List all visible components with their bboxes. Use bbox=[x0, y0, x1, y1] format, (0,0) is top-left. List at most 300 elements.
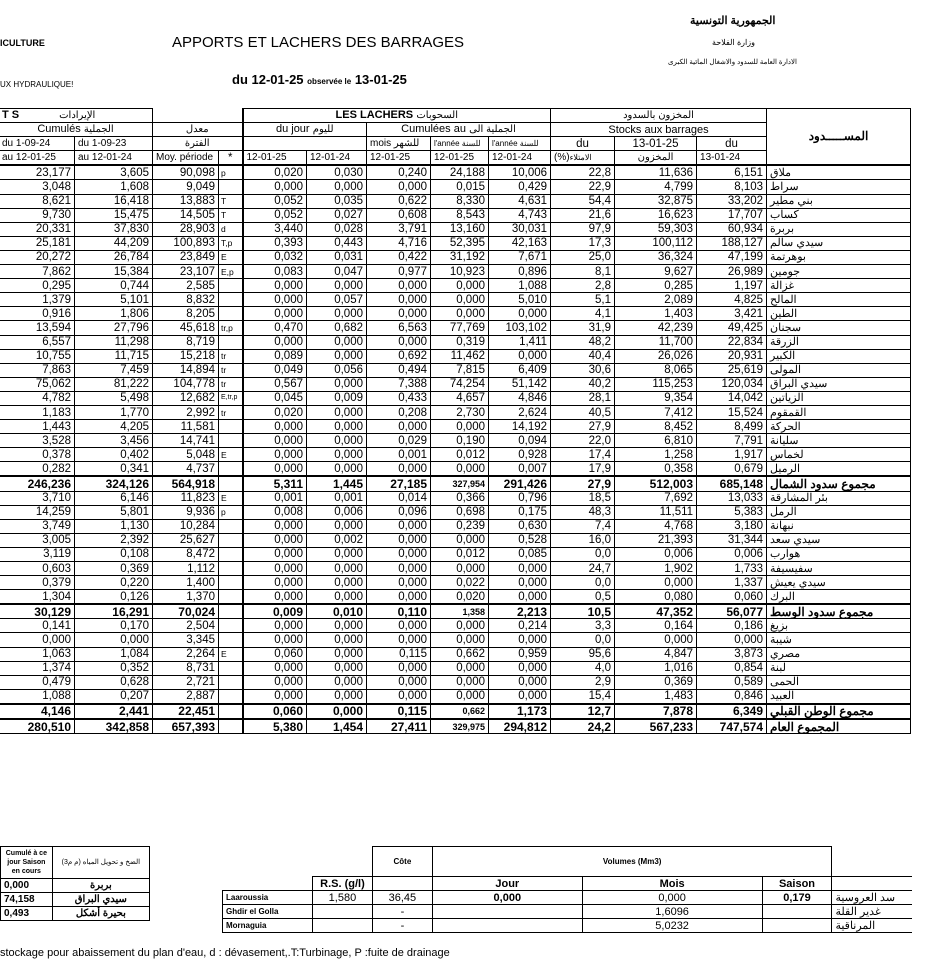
apports-current: 10,755 bbox=[0, 349, 75, 363]
lacher-annee-previous: 0,896 bbox=[489, 265, 551, 279]
dam-name: سيدي سالم bbox=[767, 236, 911, 250]
col-star: * bbox=[219, 151, 243, 166]
table-row bbox=[0, 562, 911, 576]
stock-previous: 8,103 bbox=[697, 180, 767, 194]
lacher-jour-current: 0,000 bbox=[243, 689, 307, 704]
table-row bbox=[0, 391, 911, 405]
apports-previous: 0,207 bbox=[75, 689, 153, 704]
lacher-jour-previous: 0,000 bbox=[307, 689, 367, 704]
apports-current: 13,594 bbox=[0, 321, 75, 335]
stock-current: 7,878 bbox=[615, 704, 697, 719]
fill-rate: 27,9 bbox=[551, 476, 615, 491]
lacher-mois: 0,422 bbox=[367, 250, 431, 264]
col-d7: 13-01-24 bbox=[697, 151, 767, 166]
mois-value: 0,000 bbox=[582, 891, 762, 905]
lacher-annee-previous: 0,000 bbox=[489, 689, 551, 704]
moyenne-periode: 2,721 bbox=[153, 675, 219, 689]
lacher-jour-current: 0,060 bbox=[243, 647, 307, 661]
stock-current: 11,511 bbox=[615, 505, 697, 519]
lacher-jour-previous: 0,002 bbox=[307, 533, 367, 547]
moyenne-periode: 9,049 bbox=[153, 180, 219, 194]
lacher-annee-previous: 1,088 bbox=[489, 279, 551, 293]
flag bbox=[219, 604, 243, 619]
lacher-jour-previous: 0,000 bbox=[307, 675, 367, 689]
stock-previous: 7,791 bbox=[697, 434, 767, 448]
lacher-jour-previous: 0,000 bbox=[307, 349, 367, 363]
lacher-annee-previous: 10,006 bbox=[489, 165, 551, 180]
moyenne-periode: 45,618 bbox=[153, 321, 219, 335]
lacher-jour-current: 0,052 bbox=[243, 194, 307, 208]
stock-current: 0,369 bbox=[615, 675, 697, 689]
lacher-jour-previous: 0,001 bbox=[307, 491, 367, 505]
flag: tr,p bbox=[219, 321, 243, 335]
stock-current: 7,692 bbox=[615, 491, 697, 505]
moyenne-periode: 25,627 bbox=[153, 533, 219, 547]
fill-rate: 28,1 bbox=[551, 391, 615, 405]
stock-current: 32,875 bbox=[615, 194, 697, 208]
stock-current: 11,636 bbox=[615, 165, 697, 180]
col-du2: du 1-09-23 bbox=[75, 137, 153, 151]
stock-previous: 1,917 bbox=[697, 448, 767, 462]
lacher-annee-previous: 4,743 bbox=[489, 208, 551, 222]
lacher-jour-current: 0,083 bbox=[243, 265, 307, 279]
fill-rate: 27,9 bbox=[551, 420, 615, 434]
cote-header: Côte bbox=[372, 847, 432, 877]
lacher-mois: 0,000 bbox=[367, 307, 431, 321]
lacher-mois: 0,433 bbox=[367, 391, 431, 405]
table-row bbox=[0, 293, 911, 307]
apports-previous: 5,101 bbox=[75, 293, 153, 307]
lacher-annee: 8,543 bbox=[431, 208, 489, 222]
lacher-mois: 0,240 bbox=[367, 165, 431, 180]
lacher-jour-current: 0,000 bbox=[243, 562, 307, 576]
saison-value bbox=[762, 919, 832, 933]
dam-name: هوارب bbox=[767, 547, 911, 561]
dam-name: المالح bbox=[767, 293, 911, 307]
lacher-annee-previous: 4,846 bbox=[489, 391, 551, 405]
dam-name: المجموع العام bbox=[767, 719, 911, 734]
lacher-annee: 74,254 bbox=[431, 377, 489, 391]
flag bbox=[219, 633, 243, 647]
apports-previous: 37,830 bbox=[75, 222, 153, 236]
jour-value bbox=[432, 905, 582, 919]
apports-current: 280,510 bbox=[0, 719, 75, 734]
moyenne-periode: 14,894 bbox=[153, 363, 219, 377]
apports-current: 6,557 bbox=[0, 335, 75, 349]
lacher-annee: 0,662 bbox=[431, 704, 489, 719]
moyenne-periode: 4,737 bbox=[153, 462, 219, 477]
lacher-jour-current: 0,000 bbox=[243, 279, 307, 293]
col-jour-blank bbox=[243, 137, 367, 151]
lacher-annee-previous: 0,928 bbox=[489, 448, 551, 462]
flag: tr bbox=[219, 405, 243, 419]
stock-current: 0,164 bbox=[615, 619, 697, 633]
apports-current: 30,129 bbox=[0, 604, 75, 619]
lacher-annee-previous: 0,429 bbox=[489, 180, 551, 194]
apports-previous: 2,441 bbox=[75, 704, 153, 719]
flag bbox=[219, 476, 243, 491]
table-row bbox=[0, 462, 911, 477]
lachers-header: LES LACHERS السحوبات bbox=[243, 109, 551, 123]
apports-current: 20,331 bbox=[0, 222, 75, 236]
moyenne-periode: 12,682 bbox=[153, 391, 219, 405]
col-d1: 12-01-25 bbox=[243, 151, 307, 166]
table-row bbox=[0, 265, 911, 279]
stock-previous: 120,034 bbox=[697, 377, 767, 391]
table-row bbox=[0, 519, 911, 533]
flag: T,p bbox=[219, 236, 243, 250]
table-row bbox=[0, 533, 911, 547]
lacher-annee: 0,015 bbox=[431, 180, 489, 194]
table-row bbox=[0, 547, 911, 561]
lacher-jour-previous: 0,006 bbox=[307, 505, 367, 519]
dam-name: سيدي سعد bbox=[767, 533, 911, 547]
flag bbox=[219, 547, 243, 561]
fill-rate: 22,9 bbox=[551, 180, 615, 194]
flag bbox=[219, 307, 243, 321]
moyenne-periode: 23,849 bbox=[153, 250, 219, 264]
lacher-annee: 11,462 bbox=[431, 349, 489, 363]
dam-name: لخماس bbox=[767, 448, 911, 462]
lacher-mois: 0,000 bbox=[367, 533, 431, 547]
date-from: du 12-01-25 bbox=[232, 72, 304, 87]
apports-previous: 7,459 bbox=[75, 363, 153, 377]
lagoon-name: Ghdir el Golla bbox=[223, 905, 313, 919]
apports-current: 3,749 bbox=[0, 519, 75, 533]
lacher-jour-previous: 0,000 bbox=[307, 704, 367, 719]
flag: E bbox=[219, 647, 243, 661]
dam-name: مجموع الوطن القبلي bbox=[767, 704, 911, 719]
lacher-mois: 0,622 bbox=[367, 194, 431, 208]
col-d4: 12-01-25 bbox=[431, 151, 489, 166]
table-row bbox=[0, 675, 911, 689]
lacher-annee: 0,366 bbox=[431, 491, 489, 505]
flag bbox=[219, 519, 243, 533]
col-pct: (%)الامتلاء bbox=[551, 151, 615, 166]
lacher-mois: 27,411 bbox=[367, 719, 431, 734]
flag: E,tr,p bbox=[219, 391, 243, 405]
apports-previous: 0,170 bbox=[75, 619, 153, 633]
lacher-jour-previous: 0,000 bbox=[307, 180, 367, 194]
lacher-jour-current: 0,000 bbox=[243, 420, 307, 434]
stock-previous: 1,337 bbox=[697, 576, 767, 590]
lacher-jour-previous: 0,000 bbox=[307, 633, 367, 647]
lacher-jour-previous: 0,000 bbox=[307, 335, 367, 349]
moyenne-periode: 28,903 bbox=[153, 222, 219, 236]
table-row bbox=[0, 222, 911, 236]
rs-value: 1,580 bbox=[312, 891, 372, 905]
lacher-jour-previous: 0,000 bbox=[307, 590, 367, 605]
col-d5: 12-01-24 bbox=[489, 151, 551, 166]
lacher-annee-previous: 1,173 bbox=[489, 704, 551, 719]
apports-current: 8,621 bbox=[0, 194, 75, 208]
lagoon-name: Mornaguia bbox=[223, 919, 313, 933]
flag: tr bbox=[219, 377, 243, 391]
flag: T bbox=[219, 208, 243, 222]
lacher-mois: 0,000 bbox=[367, 279, 431, 293]
jour-value: 0,000 bbox=[432, 891, 582, 905]
lagoon-row bbox=[223, 905, 913, 919]
apports-current: 0,379 bbox=[0, 576, 75, 590]
lacher-annee: 24,188 bbox=[431, 165, 489, 180]
stock-current: 0,080 bbox=[615, 590, 697, 605]
flag: p bbox=[219, 165, 243, 180]
table-row bbox=[0, 335, 911, 349]
apports-previous: 0,352 bbox=[75, 661, 153, 675]
apports-previous: 15,384 bbox=[75, 265, 153, 279]
lacher-annee-previous: 0,000 bbox=[489, 661, 551, 675]
dam-name: بئر المشارقة bbox=[767, 491, 911, 505]
lacher-jour-current: 0,000 bbox=[243, 661, 307, 675]
table-row bbox=[0, 377, 911, 391]
header-ministry: وزارة الفلاحة bbox=[712, 38, 755, 47]
cote-value: - bbox=[372, 919, 432, 933]
pumping-value: 0,493 bbox=[1, 907, 53, 921]
flag bbox=[219, 293, 243, 307]
lacher-mois: 0,000 bbox=[367, 689, 431, 704]
table-row bbox=[0, 448, 911, 462]
fill-rate: 2,9 bbox=[551, 675, 615, 689]
rs-header: R.S. (g/l) bbox=[312, 877, 372, 891]
apports-previous: 11,715 bbox=[75, 349, 153, 363]
fill-rate: 21,6 bbox=[551, 208, 615, 222]
apports-current: 0,000 bbox=[0, 633, 75, 647]
stock-previous: 6,349 bbox=[697, 704, 767, 719]
table-row bbox=[0, 619, 911, 633]
lacher-mois: 0,692 bbox=[367, 349, 431, 363]
lacher-annee: 0,000 bbox=[431, 293, 489, 307]
apports-current: 3,048 bbox=[0, 180, 75, 194]
stock-current: 1,258 bbox=[615, 448, 697, 462]
dam-name: سفيسيفة bbox=[767, 562, 911, 576]
lacher-jour-current: 0,000 bbox=[243, 335, 307, 349]
apports-previous: 1,770 bbox=[75, 405, 153, 419]
stock-current: 0,000 bbox=[615, 576, 697, 590]
lacher-annee-previous: 0,000 bbox=[489, 349, 551, 363]
lacher-annee-previous: 291,426 bbox=[489, 476, 551, 491]
lacher-annee: 0,000 bbox=[431, 675, 489, 689]
stock-current: 0,006 bbox=[615, 547, 697, 561]
dam-name: الحمى bbox=[767, 675, 911, 689]
lacher-mois: 0,014 bbox=[367, 491, 431, 505]
dam-name: بزيغ bbox=[767, 619, 911, 633]
barrages-header: المســـــدود bbox=[767, 109, 911, 166]
apports-current: 1,374 bbox=[0, 661, 75, 675]
lacher-annee-previous: 0,007 bbox=[489, 462, 551, 477]
lacher-jour-current: 0,001 bbox=[243, 491, 307, 505]
lacher-mois: 0,000 bbox=[367, 562, 431, 576]
moyenne-periode: 14,741 bbox=[153, 434, 219, 448]
fill-rate: 24,7 bbox=[551, 562, 615, 576]
stock-current: 8,452 bbox=[615, 420, 697, 434]
lacher-annee-previous: 51,142 bbox=[489, 377, 551, 391]
flag bbox=[219, 689, 243, 704]
lacher-jour-previous: 0,056 bbox=[307, 363, 367, 377]
lacher-annee-previous: 7,671 bbox=[489, 250, 551, 264]
cumules-header: Cumulés الجملية bbox=[0, 123, 153, 137]
fill-rate: 4,0 bbox=[551, 661, 615, 675]
fill-rate: 54,4 bbox=[551, 194, 615, 208]
apports-previous: 26,784 bbox=[75, 250, 153, 264]
dam-name: القمقوم bbox=[767, 405, 911, 419]
pumping-h1: Cumulé à ce jour Saison en cours bbox=[1, 847, 53, 879]
dam-name: نبهانة bbox=[767, 519, 911, 533]
moyenne-periode: 2,992 bbox=[153, 405, 219, 419]
apports-current: 1,183 bbox=[0, 405, 75, 419]
lacher-annee: 0,012 bbox=[431, 547, 489, 561]
fill-rate: 30,6 bbox=[551, 363, 615, 377]
lacher-jour-previous: 0,000 bbox=[307, 307, 367, 321]
lacher-annee: 52,395 bbox=[431, 236, 489, 250]
apports-previous: 2,392 bbox=[75, 533, 153, 547]
lacher-jour-current: 0,000 bbox=[243, 434, 307, 448]
lacher-annee-previous: 103,102 bbox=[489, 321, 551, 335]
lacher-jour-current: 0,045 bbox=[243, 391, 307, 405]
moyenne-periode: 22,451 bbox=[153, 704, 219, 719]
lagoon-name-ar: سد العروسية bbox=[832, 891, 912, 905]
header-service: UX HYDRAULIQUE! bbox=[0, 80, 74, 89]
fill-rate: 24,2 bbox=[551, 719, 615, 734]
stock-current: 567,233 bbox=[615, 719, 697, 734]
stock-current: 512,003 bbox=[615, 476, 697, 491]
lacher-annee: 0,012 bbox=[431, 448, 489, 462]
table-row bbox=[0, 208, 911, 222]
dam-name: بني مطير bbox=[767, 194, 911, 208]
stock-previous: 14,042 bbox=[697, 391, 767, 405]
stock-previous: 26,989 bbox=[697, 265, 767, 279]
apports-current: 0,295 bbox=[0, 279, 75, 293]
apports-previous: 81,222 bbox=[75, 377, 153, 391]
fill-rate: 17,3 bbox=[551, 236, 615, 250]
dam-name: بربرة bbox=[767, 222, 911, 236]
stock-previous: 3,180 bbox=[697, 519, 767, 533]
lacher-mois: 0,494 bbox=[367, 363, 431, 377]
fill-rate: 17,9 bbox=[551, 462, 615, 477]
lacher-jour-previous: 0,000 bbox=[307, 377, 367, 391]
dam-name: الزرقة bbox=[767, 335, 911, 349]
apports-current: 0,378 bbox=[0, 448, 75, 462]
table-row bbox=[0, 349, 911, 363]
flag bbox=[219, 180, 243, 194]
table-row bbox=[0, 434, 911, 448]
lacher-mois: 6,563 bbox=[367, 321, 431, 335]
lacher-annee: 0,000 bbox=[431, 307, 489, 321]
apports-current: 3,528 bbox=[0, 434, 75, 448]
pumping-value: 0,000 bbox=[1, 879, 53, 893]
fill-rate: 48,3 bbox=[551, 505, 615, 519]
apports-previous: 15,475 bbox=[75, 208, 153, 222]
apports-current: 20,272 bbox=[0, 250, 75, 264]
flag bbox=[219, 675, 243, 689]
fill-rate: 25,0 bbox=[551, 250, 615, 264]
col-au1: au 12-01-25 bbox=[0, 151, 75, 166]
lacher-annee-previous: 294,812 bbox=[489, 719, 551, 734]
lacher-annee-previous: 0,000 bbox=[489, 633, 551, 647]
lacher-jour-current: 0,000 bbox=[243, 293, 307, 307]
apports-current: 246,236 bbox=[0, 476, 75, 491]
lacher-annee: 0,239 bbox=[431, 519, 489, 533]
flag: T bbox=[219, 194, 243, 208]
dam-name: مجموع سدود الوسط bbox=[767, 604, 911, 619]
lacher-jour-current: 0,393 bbox=[243, 236, 307, 250]
lacher-jour-current: 0,060 bbox=[243, 704, 307, 719]
saison-header: Saison bbox=[762, 877, 832, 891]
lacher-jour-current: 0,000 bbox=[243, 462, 307, 477]
moyenne-periode: 3,345 bbox=[153, 633, 219, 647]
lacher-jour-current: 0,000 bbox=[243, 448, 307, 462]
lacher-annee-previous: 0,000 bbox=[489, 307, 551, 321]
apports-previous: 0,000 bbox=[75, 633, 153, 647]
stock-previous: 747,574 bbox=[697, 719, 767, 734]
fill-rate: 16,0 bbox=[551, 533, 615, 547]
apports-previous: 0,341 bbox=[75, 462, 153, 477]
lacher-mois: 0,000 bbox=[367, 420, 431, 434]
apports-previous: 0,744 bbox=[75, 279, 153, 293]
stock-current: 2,089 bbox=[615, 293, 697, 307]
flag bbox=[219, 661, 243, 675]
flag bbox=[219, 562, 243, 576]
dam-name: الطين bbox=[767, 307, 911, 321]
fill-rate: 48,2 bbox=[551, 335, 615, 349]
jour-header: Jour bbox=[432, 877, 582, 891]
stock-current: 100,112 bbox=[615, 236, 697, 250]
stock-current: 59,303 bbox=[615, 222, 697, 236]
lacher-jour-previous: 0,000 bbox=[307, 420, 367, 434]
lacher-annee-previous: 0,085 bbox=[489, 547, 551, 561]
blank-d bbox=[223, 877, 313, 891]
lacher-annee: 2,730 bbox=[431, 405, 489, 419]
lacher-mois: 0,977 bbox=[367, 265, 431, 279]
fill-rate: 10,5 bbox=[551, 604, 615, 619]
pumping-name: سيدي البراق bbox=[52, 893, 149, 907]
cote-value: 36,45 bbox=[372, 891, 432, 905]
apports-previous: 11,298 bbox=[75, 335, 153, 349]
apports-previous: 4,205 bbox=[75, 420, 153, 434]
table-row bbox=[0, 321, 911, 335]
moyenne-periode: 11,823 bbox=[153, 491, 219, 505]
flag bbox=[219, 434, 243, 448]
apports-previous: 3,605 bbox=[75, 165, 153, 180]
lacher-jour-previous: 1,454 bbox=[307, 719, 367, 734]
lacher-mois: 0,001 bbox=[367, 448, 431, 462]
lacher-jour-previous: 0,009 bbox=[307, 391, 367, 405]
col-d6: 13-01-25 bbox=[615, 137, 697, 151]
flag bbox=[219, 335, 243, 349]
apports-previous: 27,796 bbox=[75, 321, 153, 335]
apports-current: 4,146 bbox=[0, 704, 75, 719]
moyenne-periode: 657,393 bbox=[153, 719, 219, 734]
lagoon-name: Laaroussia bbox=[223, 891, 313, 905]
lacher-annee: 0,000 bbox=[431, 533, 489, 547]
pumping-h2: الضخ و تحويل المياه (م م3) bbox=[52, 847, 149, 879]
dam-name: مصري bbox=[767, 647, 911, 661]
dam-name: سيدي يعيش bbox=[767, 576, 911, 590]
dam-name: البرك bbox=[767, 590, 911, 605]
stock-previous: 22,834 bbox=[697, 335, 767, 349]
lacher-annee: 0,000 bbox=[431, 689, 489, 704]
stock-current: 1,016 bbox=[615, 661, 697, 675]
stock-previous: 17,707 bbox=[697, 208, 767, 222]
lacher-annee: 31,192 bbox=[431, 250, 489, 264]
stock-header-ar: المخزون بالسدود bbox=[551, 109, 767, 123]
lacher-jour-previous: 0,000 bbox=[307, 434, 367, 448]
flag: E bbox=[219, 250, 243, 264]
stock-current: 115,253 bbox=[615, 377, 697, 391]
stock-previous: 31,344 bbox=[697, 533, 767, 547]
lacher-mois: 0,115 bbox=[367, 704, 431, 719]
stock-previous: 1,733 bbox=[697, 562, 767, 576]
lacher-jour-current: 0,008 bbox=[243, 505, 307, 519]
